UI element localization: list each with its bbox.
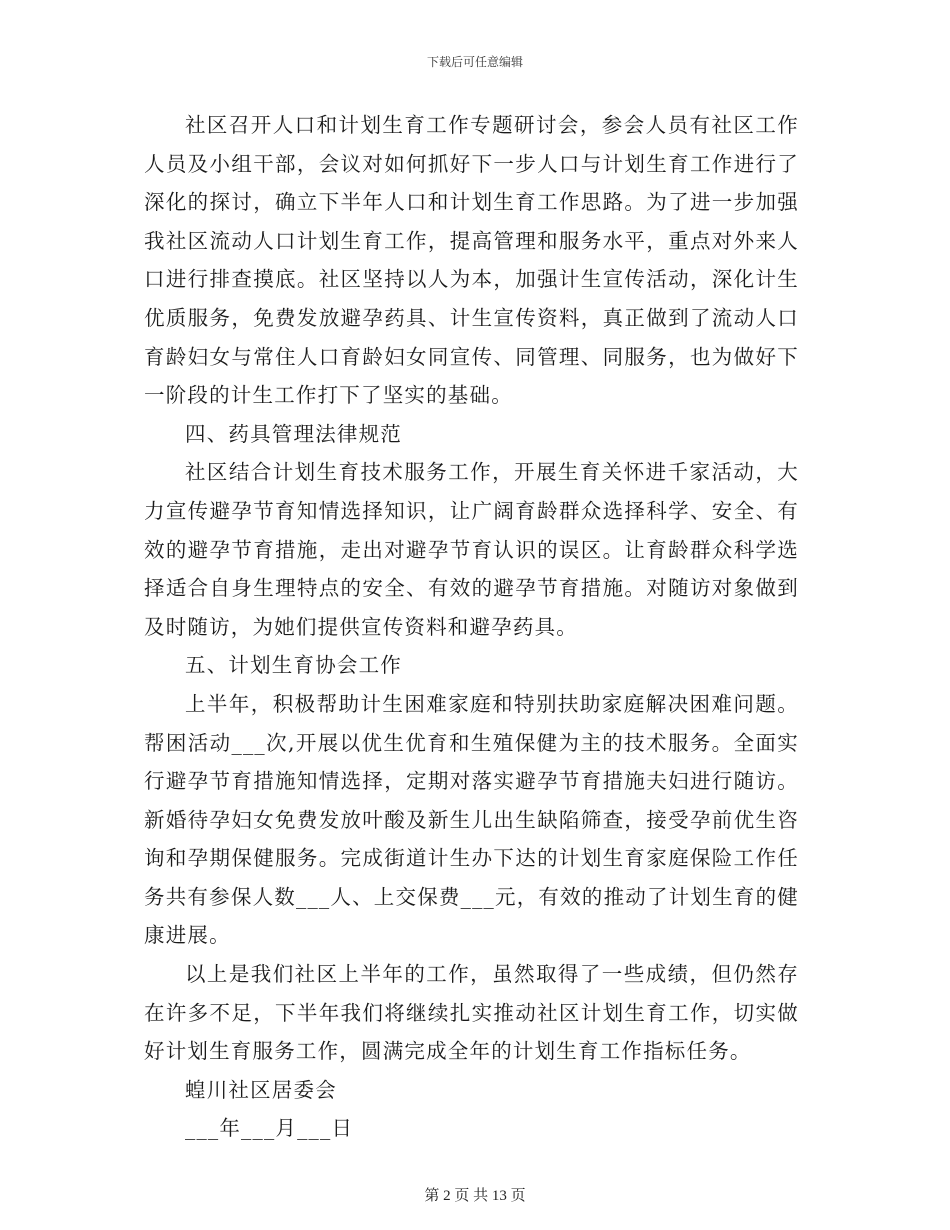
paragraph-association-work: 上半年，积极帮助计生困难家庭和特别扶助家庭解决困难问题。帮困活动___次,开展以优生优育和生殖保健为主的技术服务。全面实行避孕节育措施知情选择，定期对落实避孕节育措施夫妇进行随访。新婚待孕妇女免费发放叶酸及新生儿出生缺陷筛查，接受孕前优生咨询和孕期保健服务。完成街道计生办下达的计划生育家庭保险工作任务共有参保人数___人、上交保费___元，有效的推动了计划生育的健康进展。 xyxy=(144,691,799,948)
document-body xyxy=(144,106,799,1148)
page-number-footer: 第 2 页 共 13 页 xyxy=(424,1188,526,1204)
paragraph-community-seminar: 社区召开人口和计划生育工作专题研讨会，参会人员有社区工作人员及小组干部，会议对如何抓好下一步人口与计划生育工作进行了深化的探讨，确立下半年人口和计划生育工作思路。为了进一步加强我社区流动人口计划生育工作，提高管理和服务水平，重点对外来人口进行排查摸底。社区坚持以人为本，加强计生宣传活动，深化计生优质服务，免费发放避孕药具、计生宣传资料，真正做到了流动人口育龄妇女与常住人口育龄妇女同宣传、同管理、同服务，也为做好下一阶段的计生工作打下了坚实的基础。 xyxy=(144,113,799,408)
paragraph-summary: 以上是我们社区上半年的工作，虽然取得了一些成绩，但仍然存在许多不足，下半年我们将继续扎实推动社区计划生育工作，切实做好计划生育服务工作，圆满完成全年的计划生育工作指标任务。 xyxy=(144,962,799,1064)
section-heading-family-planning-association: 五、计划生育协会工作 xyxy=(185,653,402,678)
signature-organization: 蝗川社区居委会 xyxy=(185,1077,337,1102)
paragraph-contraceptive-services: 社区结合计划生育技术服务工作，开展生育关怀进千家活动，大力宣传避孕节育知情选择知识，让广阔育龄群众选择科学、安全、有效的避孕节育措施，走出对避孕节育认识的误区。让育龄群众科学选择适合自身生理特点的安全、有效的避孕节育措施。对随访对象做到及时随访，为她们提供宣传资料和避孕药具。 xyxy=(144,460,799,639)
page-header: 下载后可任意编辑 xyxy=(426,55,523,69)
signature-date: ___年___月___日 xyxy=(185,1116,354,1141)
section-heading-contraceptive-management: 四、药具管理法律规范 xyxy=(185,421,402,446)
